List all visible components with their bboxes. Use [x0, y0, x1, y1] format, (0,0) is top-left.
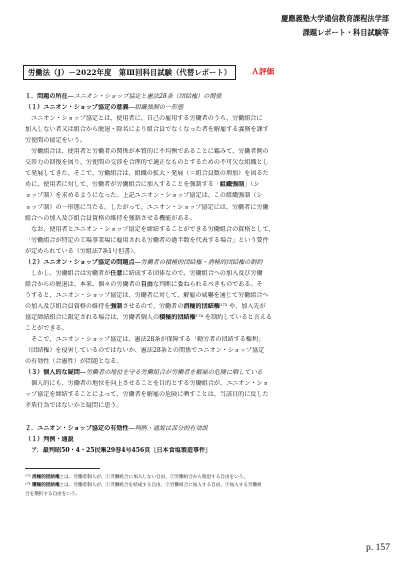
text-run: の有効性（合憲性）が問題となる。 — [25, 358, 123, 366]
text-run: とは、労働者個人が、①労働組合に加入しない自由、②労働組合から脱退する自由をいう。 — [59, 475, 248, 480]
body-line — [25, 425, 393, 433]
text-run: １．問題の所在 — [25, 93, 68, 100]
text-run: 個人的にも、労働者の地位を向上させることを目的とする労働組合が、ユニオン・ショ — [25, 380, 269, 388]
text-run: （１）判例・通説 — [25, 435, 74, 443]
text-run: なお、使用者とユニオン・ショップ協定を締結することができる労働組合の資格として、 — [25, 225, 275, 233]
text-run: ¹⁷³ や、加入先が — [219, 302, 266, 310]
text-run: （団結権）を侵害しているのではないか、憲法28条との関係でユニオン・ショップ協定 — [25, 347, 265, 355]
text-run: （３）個人的な疑問 — [25, 369, 80, 377]
text-run: ョップ制）を求めるようになった。上記ユニオン・ショップ協定は、この組織強制（シ — [25, 192, 263, 200]
text-run: 消極的団結権 — [183, 302, 220, 310]
text-run: に結成する団体なので、労働組合への加入及び労働 — [122, 269, 263, 277]
text-run: ２．ユニオン・ショップ協定の有効性 — [25, 424, 129, 432]
body-line — [25, 325, 393, 333]
footnote-divider — [25, 468, 100, 469]
body-line — [25, 204, 393, 212]
text-run: 組合からの脱退は、本来、個々の労働者の — [25, 280, 141, 288]
body-line — [25, 137, 393, 145]
body-line — [25, 181, 393, 189]
text-run: ¹⁷⁴ — [25, 483, 32, 489]
page-number: p. 157 — [366, 542, 390, 553]
text-run: ¹⁷⁴ を制約していると言える — [195, 314, 272, 321]
body-line — [25, 248, 393, 256]
text-run: 労使間の協定をいう。 — [25, 137, 86, 145]
body-line — [25, 347, 393, 355]
text-run: ユニオン・ショップ協定とは、使用者に、自己の雇用する労働者のうち、労働組合に — [25, 115, 263, 123]
text-run: ¹⁷³ — [25, 475, 32, 480]
text-run: 労働組合は、使用者と労働者の関係が本質的に不均衡であることに鑑みて、労働者側の — [25, 148, 269, 156]
body-line — [25, 391, 393, 399]
text-run: しかし、労働組合は労働者が — [25, 269, 111, 277]
title-row — [23, 65, 274, 80]
text-run: 」（シ — [244, 181, 260, 189]
text-run: ―判例・通説は部分的有効説 — [128, 424, 208, 432]
text-run: 自由 — [140, 280, 153, 288]
text-run: 「労働組合が特定の工場事業場に雇用される労働者の過半数を代表する場合」という要件 — [25, 236, 269, 244]
body-line — [25, 159, 393, 167]
body-line — [25, 447, 393, 455]
text-run: ップ協定を締結することによって、労働者を解雇の危険に晒すことは、当該目的に反した — [25, 391, 269, 399]
text-run: が定められている（労組法7条1号但書）。 — [25, 247, 140, 255]
text-run: ―労働者の積極的団結権・消極的団結権の制約 — [134, 258, 263, 266]
text-run: そこで、ユニオン・ショップ協定は、憲法28条が保障する「勤労者の団結する権利」 — [25, 336, 265, 344]
body-line — [25, 170, 393, 178]
text-run: うすると、ユニオン・ショップ協定は、労働者に対して、解雇の威嚇を通じて労働組合へ — [25, 291, 269, 299]
header-school: 慶應義塾大学通信教育課程法学部 — [281, 14, 389, 23]
text-run: 任意 — [110, 269, 123, 277]
body-line — [25, 380, 393, 388]
body-line — [25, 336, 393, 344]
text-run: の加入及び組合員資格の維持を — [25, 302, 111, 310]
body-line — [25, 270, 393, 278]
text-run: 強制 — [110, 302, 123, 310]
footnote-line — [25, 474, 393, 482]
text-run: ―労働者の地位を守る労働組合が労働者を解雇の危険に晒している — [79, 369, 263, 377]
text-run: な判断に委ねられるべきものである。そ — [152, 280, 263, 288]
body-line — [25, 369, 393, 377]
text-run: （２）ユニオン・ショップ協定の問題点 — [25, 258, 135, 266]
text-run: 消極的団結権 — [32, 475, 60, 480]
body-line — [25, 259, 393, 267]
body-line — [25, 226, 393, 234]
text-run: 加入しない者又は組合から脱退・除名により組合員でなくなった者を解雇する義務を課す — [25, 126, 269, 134]
body-line — [25, 281, 393, 289]
footnote-line — [25, 482, 393, 490]
text-run: させるので、労働者の — [122, 302, 184, 310]
text-run: めに、使用者に対して、労働者が労働組合に加入することを強制する「 — [25, 181, 220, 189]
body-line — [25, 237, 393, 245]
text-run: 合を選択する自由をいう。 — [25, 491, 81, 497]
body-line — [25, 358, 393, 366]
body-line — [25, 292, 393, 300]
body-line — [25, 93, 393, 101]
text-run: 交渉力の回復を図り、労使間の交渉を合理的で適正なものとするための不可欠な組織とし — [25, 159, 269, 167]
text-run: 積極的団結権 — [32, 483, 60, 489]
text-run: ―ユニオン・ショップ協定と憲法28条（団結権）の関係 — [67, 93, 222, 100]
body-line — [25, 436, 393, 444]
body-line — [25, 215, 393, 223]
text-run: （１）ユニオン・ショップ協定の意義 — [25, 104, 129, 112]
text-run: 組織強制 — [219, 181, 245, 189]
body-line — [25, 148, 393, 156]
body-line — [25, 192, 393, 200]
text-run: 最判昭50・4・25民集29巻4号456頁［日本食塩製造事件］ — [42, 446, 212, 454]
report-title: 労働法（J）－2022年度 第Ⅲ回科目試験（代替レポート） — [23, 65, 236, 80]
text-run: 矛盾行為ではないかと疑問に思う。 — [25, 402, 123, 410]
text-run: ア． — [25, 446, 43, 454]
text-run: とは、労働者個人が、①労働組合を結成する自由、②労働組合に加入する自由、③加入する労働組 — [59, 483, 262, 489]
text-run: て発展してきた。そこで、労働組合は、組織の拡大・発展（＝組合員数の増加）を図るた — [25, 170, 269, 178]
body-line — [25, 126, 393, 134]
text-run: 組合への加入及び組合員資格の維持を強制させる機能がある。 — [25, 214, 196, 222]
grade-badge: Ａ評価 — [251, 67, 275, 76]
text-run: ョップ制）の一形態に当たる。したがって、ユニオン・ショップ協定には、労働者に労働 — [25, 203, 269, 211]
body-line — [25, 104, 393, 112]
body-line — [25, 303, 393, 311]
body-line — [25, 115, 393, 123]
header-category: 課題レポート・科目試験等 — [302, 28, 389, 37]
footnote-line — [25, 491, 393, 499]
text-run: ―組織強制の一形態 — [128, 104, 184, 112]
text-run: 積極的団結権 — [159, 314, 196, 321]
body-line — [25, 402, 393, 410]
body-line — [25, 314, 393, 322]
text-run: ことができる。 — [25, 325, 68, 333]
text-run: 協定締結組合に限定される場合は、労働者個人の — [25, 314, 160, 321]
